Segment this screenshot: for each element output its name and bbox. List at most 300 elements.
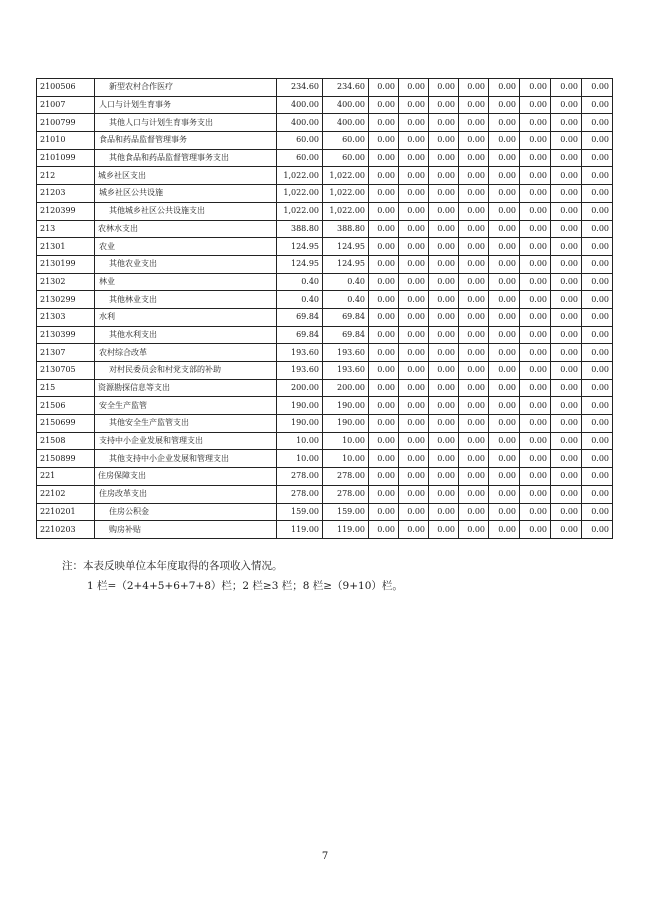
- subject-code: 2130199: [37, 255, 95, 273]
- amount-cell: 0.00: [399, 503, 429, 521]
- subject-code: 21010: [37, 132, 95, 150]
- subject-code: 212: [37, 167, 95, 185]
- amount-cell: 0.00: [551, 344, 582, 362]
- amount-cell: 0.00: [582, 132, 613, 150]
- amount-cell: 0.00: [369, 326, 399, 344]
- amount-cell: 0.00: [369, 149, 399, 167]
- amount-cell: 388.80: [277, 220, 323, 238]
- amount-cell: 0.00: [399, 238, 429, 256]
- amount-cell: 0.00: [429, 432, 459, 450]
- amount-cell: 0.00: [489, 415, 520, 433]
- amount-cell: 119.00: [277, 521, 323, 539]
- amount-cell: 0.00: [551, 326, 582, 344]
- subject-code: 21301: [37, 238, 95, 256]
- table-row: [37, 114, 613, 132]
- amount-cell: 1,022.00: [277, 167, 323, 185]
- amount-cell: 0.00: [459, 185, 489, 203]
- amount-cell: 69.84: [323, 308, 369, 326]
- amount-cell: 69.84: [277, 308, 323, 326]
- subject-name: 农业: [95, 238, 277, 256]
- subject-code: 21307: [37, 344, 95, 362]
- amount-cell: 0.00: [489, 468, 520, 486]
- amount-cell: 0.00: [429, 450, 459, 468]
- amount-cell: 124.95: [323, 255, 369, 273]
- amount-cell: 0.00: [582, 291, 613, 309]
- subject-name: 林业: [95, 273, 277, 291]
- subject-name: 对村民委员会和村党支部的补助: [95, 362, 277, 380]
- amount-cell: 0.00: [429, 521, 459, 539]
- table-row: [37, 96, 613, 114]
- amount-cell: 0.00: [459, 308, 489, 326]
- amount-cell: 10.00: [323, 432, 369, 450]
- amount-cell: 124.95: [277, 255, 323, 273]
- amount-cell: 0.00: [489, 450, 520, 468]
- amount-cell: 0.00: [489, 362, 520, 380]
- amount-cell: 0.00: [369, 521, 399, 539]
- amount-cell: 0.00: [429, 308, 459, 326]
- amount-cell: 0.00: [489, 326, 520, 344]
- amount-cell: 0.00: [459, 432, 489, 450]
- amount-cell: 0.00: [459, 273, 489, 291]
- amount-cell: 0.00: [369, 291, 399, 309]
- amount-cell: 0.00: [582, 79, 613, 97]
- amount-cell: 10.00: [323, 450, 369, 468]
- amount-cell: 0.00: [582, 238, 613, 256]
- amount-cell: 0.00: [551, 167, 582, 185]
- amount-cell: 0.00: [459, 326, 489, 344]
- subject-code: 2130705: [37, 362, 95, 380]
- amount-cell: 10.00: [277, 450, 323, 468]
- subject-name: 住房保障支出: [95, 468, 277, 486]
- amount-cell: 0.00: [489, 397, 520, 415]
- amount-cell: 60.00: [277, 132, 323, 150]
- amount-cell: 0.00: [429, 273, 459, 291]
- subject-name: 住房改革支出: [95, 485, 277, 503]
- amount-cell: 0.00: [399, 255, 429, 273]
- amount-cell: 0.00: [489, 521, 520, 539]
- amount-cell: 0.00: [459, 114, 489, 132]
- amount-cell: 278.00: [277, 485, 323, 503]
- amount-cell: 0.00: [520, 202, 551, 220]
- amount-cell: 0.00: [520, 132, 551, 150]
- amount-cell: 0.00: [551, 255, 582, 273]
- amount-cell: 0.00: [520, 344, 551, 362]
- amount-cell: 0.00: [399, 149, 429, 167]
- amount-cell: 0.00: [429, 149, 459, 167]
- amount-cell: 0.00: [551, 273, 582, 291]
- amount-cell: 0.00: [429, 255, 459, 273]
- amount-cell: 0.00: [369, 503, 399, 521]
- amount-cell: 0.00: [429, 379, 459, 397]
- amount-cell: 0.00: [520, 291, 551, 309]
- amount-cell: 190.00: [277, 397, 323, 415]
- amount-cell: 0.00: [520, 485, 551, 503]
- subject-code: 2150899: [37, 450, 95, 468]
- subject-name: 其他城乡社区公共设施支出: [95, 202, 277, 220]
- amount-cell: 0.00: [429, 238, 459, 256]
- amount-cell: 0.00: [520, 79, 551, 97]
- amount-cell: 0.00: [582, 255, 613, 273]
- amount-cell: 0.00: [399, 362, 429, 380]
- amount-cell: 190.00: [323, 415, 369, 433]
- amount-cell: 0.00: [399, 521, 429, 539]
- subject-name: 支持中小企业发展和管理支出: [95, 432, 277, 450]
- amount-cell: 0.00: [520, 149, 551, 167]
- subject-code: 21203: [37, 185, 95, 203]
- amount-cell: 0.00: [582, 450, 613, 468]
- amount-cell: 1,022.00: [323, 202, 369, 220]
- amount-cell: 0.00: [582, 185, 613, 203]
- amount-cell: 0.00: [369, 379, 399, 397]
- amount-cell: 200.00: [277, 379, 323, 397]
- amount-cell: 0.00: [429, 132, 459, 150]
- amount-cell: 0.00: [369, 238, 399, 256]
- amount-cell: 0.00: [369, 308, 399, 326]
- subject-code: 2210201: [37, 503, 95, 521]
- table-row: [37, 291, 613, 309]
- amount-cell: 0.00: [459, 521, 489, 539]
- amount-cell: 0.00: [399, 379, 429, 397]
- amount-cell: 0.00: [489, 503, 520, 521]
- amount-cell: 0.00: [520, 468, 551, 486]
- amount-cell: 0.00: [399, 344, 429, 362]
- amount-cell: 0.00: [459, 291, 489, 309]
- amount-cell: 234.60: [323, 79, 369, 97]
- amount-cell: 0.00: [489, 185, 520, 203]
- table-row: [37, 521, 613, 539]
- amount-cell: 0.00: [582, 114, 613, 132]
- amount-cell: 0.00: [399, 415, 429, 433]
- amount-cell: 0.00: [520, 503, 551, 521]
- amount-cell: 0.00: [551, 450, 582, 468]
- amount-cell: 0.40: [277, 273, 323, 291]
- subject-code: 22102: [37, 485, 95, 503]
- subject-code: 213: [37, 220, 95, 238]
- amount-cell: 159.00: [323, 503, 369, 521]
- amount-cell: 0.00: [489, 255, 520, 273]
- amount-cell: 119.00: [323, 521, 369, 539]
- amount-cell: 190.00: [323, 397, 369, 415]
- amount-cell: 0.00: [520, 326, 551, 344]
- table-row: [37, 432, 613, 450]
- amount-cell: 0.00: [520, 255, 551, 273]
- amount-cell: 0.00: [551, 79, 582, 97]
- amount-cell: 400.00: [277, 96, 323, 114]
- amount-cell: 0.00: [399, 308, 429, 326]
- amount-cell: 0.00: [399, 326, 429, 344]
- amount-cell: 0.00: [489, 202, 520, 220]
- amount-cell: 60.00: [323, 132, 369, 150]
- subject-name: 其他支持中小企业发展和管理支出: [95, 450, 277, 468]
- amount-cell: 0.00: [429, 485, 459, 503]
- amount-cell: 0.00: [520, 273, 551, 291]
- subject-code: 2210203: [37, 521, 95, 539]
- amount-cell: 0.00: [520, 185, 551, 203]
- amount-cell: 1,022.00: [323, 185, 369, 203]
- table-row: [37, 132, 613, 150]
- amount-cell: 400.00: [323, 114, 369, 132]
- amount-cell: 0.00: [551, 96, 582, 114]
- page-number: 7: [321, 851, 329, 862]
- amount-cell: 0.00: [369, 167, 399, 185]
- subject-code: 2130399: [37, 326, 95, 344]
- subject-name: 农林水支出: [95, 220, 277, 238]
- amount-cell: 0.00: [551, 114, 582, 132]
- amount-cell: 0.00: [489, 273, 520, 291]
- amount-cell: 0.00: [369, 132, 399, 150]
- amount-cell: 0.00: [582, 149, 613, 167]
- table-row: [37, 185, 613, 203]
- amount-cell: 0.00: [369, 202, 399, 220]
- amount-cell: 0.00: [520, 114, 551, 132]
- amount-cell: 0.00: [582, 167, 613, 185]
- amount-cell: 0.00: [489, 379, 520, 397]
- amount-cell: 0.00: [551, 308, 582, 326]
- amount-cell: 0.00: [399, 220, 429, 238]
- amount-cell: 193.60: [277, 344, 323, 362]
- amount-cell: 0.00: [429, 362, 459, 380]
- amount-cell: 0.00: [369, 344, 399, 362]
- amount-cell: 0.00: [489, 485, 520, 503]
- amount-cell: 200.00: [323, 379, 369, 397]
- amount-cell: 0.00: [399, 397, 429, 415]
- table-row: [37, 344, 613, 362]
- amount-cell: 0.00: [489, 432, 520, 450]
- amount-cell: 0.00: [551, 379, 582, 397]
- amount-cell: 0.40: [277, 291, 323, 309]
- amount-cell: 0.00: [520, 220, 551, 238]
- amount-cell: 0.00: [489, 96, 520, 114]
- amount-cell: 0.00: [582, 202, 613, 220]
- amount-cell: 0.00: [429, 344, 459, 362]
- amount-cell: 0.00: [429, 397, 459, 415]
- amount-cell: 0.00: [582, 220, 613, 238]
- amount-cell: 69.84: [323, 326, 369, 344]
- amount-cell: 0.00: [551, 415, 582, 433]
- amount-cell: 124.95: [277, 238, 323, 256]
- amount-cell: 0.00: [489, 79, 520, 97]
- amount-cell: 0.00: [582, 503, 613, 521]
- amount-cell: 0.00: [520, 238, 551, 256]
- amount-cell: 1,022.00: [277, 185, 323, 203]
- amount-cell: 0.00: [489, 132, 520, 150]
- amount-cell: 0.00: [489, 344, 520, 362]
- amount-cell: 0.00: [429, 167, 459, 185]
- subject-name: 其他人口与计划生育事务支出: [95, 114, 277, 132]
- amount-cell: 0.00: [459, 485, 489, 503]
- amount-cell: 0.00: [459, 468, 489, 486]
- amount-cell: 278.00: [323, 485, 369, 503]
- subject-name: 其他安全生产监管支出: [95, 415, 277, 433]
- amount-cell: 0.00: [399, 485, 429, 503]
- amount-cell: 0.00: [459, 397, 489, 415]
- amount-cell: 0.00: [459, 167, 489, 185]
- amount-cell: 0.00: [582, 344, 613, 362]
- amount-cell: 0.00: [459, 379, 489, 397]
- amount-cell: 0.00: [399, 468, 429, 486]
- amount-cell: 0.00: [399, 432, 429, 450]
- table-row: [37, 397, 613, 415]
- amount-cell: 0.00: [459, 238, 489, 256]
- amount-cell: 0.00: [551, 149, 582, 167]
- table-row: [37, 503, 613, 521]
- amount-cell: 0.00: [459, 79, 489, 97]
- amount-cell: 0.00: [429, 79, 459, 97]
- table-row: [37, 450, 613, 468]
- subject-code: 21007: [37, 96, 95, 114]
- table-row: [37, 79, 613, 97]
- amount-cell: 0.00: [551, 291, 582, 309]
- amount-cell: 0.00: [582, 415, 613, 433]
- amount-cell: 0.00: [551, 503, 582, 521]
- subject-code: 2150699: [37, 415, 95, 433]
- amount-cell: 0.00: [551, 485, 582, 503]
- amount-cell: 0.00: [429, 415, 459, 433]
- amount-cell: 0.00: [399, 450, 429, 468]
- amount-cell: 0.00: [551, 521, 582, 539]
- amount-cell: 0.00: [459, 202, 489, 220]
- amount-cell: 0.00: [429, 96, 459, 114]
- note-line-2: 1 栏=（2+4+5+6+7+8）栏；2 栏≥3 栏；8 栏≥（9+10）栏。: [87, 580, 403, 592]
- amount-cell: 0.00: [399, 202, 429, 220]
- amount-cell: 0.00: [489, 220, 520, 238]
- amount-cell: 0.00: [399, 132, 429, 150]
- amount-cell: 159.00: [277, 503, 323, 521]
- table-row: [37, 220, 613, 238]
- amount-cell: 0.00: [369, 432, 399, 450]
- amount-cell: 0.00: [582, 273, 613, 291]
- amount-cell: 0.00: [582, 362, 613, 380]
- amount-cell: 190.00: [277, 415, 323, 433]
- table-row: [37, 202, 613, 220]
- subject-name: 住房公积金: [95, 503, 277, 521]
- subject-code: 2100506: [37, 79, 95, 97]
- amount-cell: 0.00: [520, 432, 551, 450]
- table-row: [37, 149, 613, 167]
- amount-cell: 400.00: [323, 96, 369, 114]
- amount-cell: 0.00: [582, 468, 613, 486]
- amount-cell: 0.00: [520, 521, 551, 539]
- amount-cell: 0.00: [520, 167, 551, 185]
- subject-code: 2120399: [37, 202, 95, 220]
- amount-cell: 0.00: [459, 415, 489, 433]
- amount-cell: 0.00: [551, 132, 582, 150]
- subject-code: 2101099: [37, 149, 95, 167]
- amount-cell: 0.00: [520, 308, 551, 326]
- amount-cell: 0.00: [582, 432, 613, 450]
- amount-cell: 0.00: [429, 114, 459, 132]
- subject-name: 城乡社区公共设施: [95, 185, 277, 203]
- amount-cell: 0.00: [582, 485, 613, 503]
- table-row: [37, 379, 613, 397]
- subject-code: 21302: [37, 273, 95, 291]
- amount-cell: 0.00: [551, 238, 582, 256]
- amount-cell: 0.00: [520, 415, 551, 433]
- table-row: [37, 273, 613, 291]
- subject-name: 其他水利支出: [95, 326, 277, 344]
- amount-cell: 0.00: [399, 291, 429, 309]
- subject-name: 其他林业支出: [95, 291, 277, 309]
- amount-cell: 0.00: [369, 450, 399, 468]
- amount-cell: 124.95: [323, 238, 369, 256]
- amount-cell: 0.00: [520, 362, 551, 380]
- subject-name: 水利: [95, 308, 277, 326]
- amount-cell: 400.00: [277, 114, 323, 132]
- amount-cell: 0.00: [459, 450, 489, 468]
- amount-cell: 0.00: [399, 79, 429, 97]
- amount-cell: 0.40: [323, 291, 369, 309]
- subject-name: 食品和药品监督管理事务: [95, 132, 277, 150]
- amount-cell: 0.00: [520, 96, 551, 114]
- amount-cell: 0.00: [369, 79, 399, 97]
- amount-cell: 60.00: [323, 149, 369, 167]
- amount-cell: 0.00: [369, 255, 399, 273]
- amount-cell: 0.00: [459, 96, 489, 114]
- amount-cell: 0.00: [399, 114, 429, 132]
- amount-cell: 193.60: [277, 362, 323, 380]
- subject-code: 221: [37, 468, 95, 486]
- amount-cell: 0.00: [489, 238, 520, 256]
- table-row: [37, 255, 613, 273]
- amount-cell: 0.00: [459, 255, 489, 273]
- amount-cell: 0.00: [399, 273, 429, 291]
- subject-code: 21508: [37, 432, 95, 450]
- amount-cell: 0.00: [369, 220, 399, 238]
- amount-cell: 0.00: [582, 96, 613, 114]
- amount-cell: 0.00: [399, 185, 429, 203]
- amount-cell: 0.00: [520, 450, 551, 468]
- amount-cell: 193.60: [323, 362, 369, 380]
- amount-cell: 0.00: [520, 379, 551, 397]
- budget-table: [36, 78, 613, 539]
- table-body: [37, 79, 613, 539]
- table-row: [37, 468, 613, 486]
- amount-cell: 0.00: [369, 185, 399, 203]
- amount-cell: 0.00: [459, 344, 489, 362]
- amount-cell: 0.00: [489, 167, 520, 185]
- table-row: [37, 415, 613, 433]
- amount-cell: 10.00: [277, 432, 323, 450]
- amount-cell: 0.00: [429, 291, 459, 309]
- subject-code: 21506: [37, 397, 95, 415]
- amount-cell: 0.00: [582, 326, 613, 344]
- subject-code: 21303: [37, 308, 95, 326]
- table-row: [37, 167, 613, 185]
- amount-cell: 0.00: [429, 326, 459, 344]
- table-row: [37, 238, 613, 256]
- amount-cell: 0.00: [399, 96, 429, 114]
- amount-cell: 278.00: [277, 468, 323, 486]
- amount-cell: 0.00: [369, 415, 399, 433]
- subject-code: 2100799: [37, 114, 95, 132]
- subject-name: 人口与计划生育事务: [95, 96, 277, 114]
- amount-cell: 1,022.00: [323, 167, 369, 185]
- subject-name: 资源勘探信息等支出: [95, 379, 277, 397]
- amount-cell: 0.00: [429, 468, 459, 486]
- amount-cell: 0.00: [459, 362, 489, 380]
- amount-cell: 0.00: [489, 291, 520, 309]
- amount-cell: 0.00: [582, 379, 613, 397]
- amount-cell: 1,022.00: [277, 202, 323, 220]
- amount-cell: 0.00: [369, 397, 399, 415]
- amount-cell: 0.00: [489, 149, 520, 167]
- amount-cell: 0.00: [399, 167, 429, 185]
- table-row: [37, 362, 613, 380]
- amount-cell: 234.60: [277, 79, 323, 97]
- table-row: [37, 308, 613, 326]
- subject-name: 农村综合改革: [95, 344, 277, 362]
- amount-cell: 193.60: [323, 344, 369, 362]
